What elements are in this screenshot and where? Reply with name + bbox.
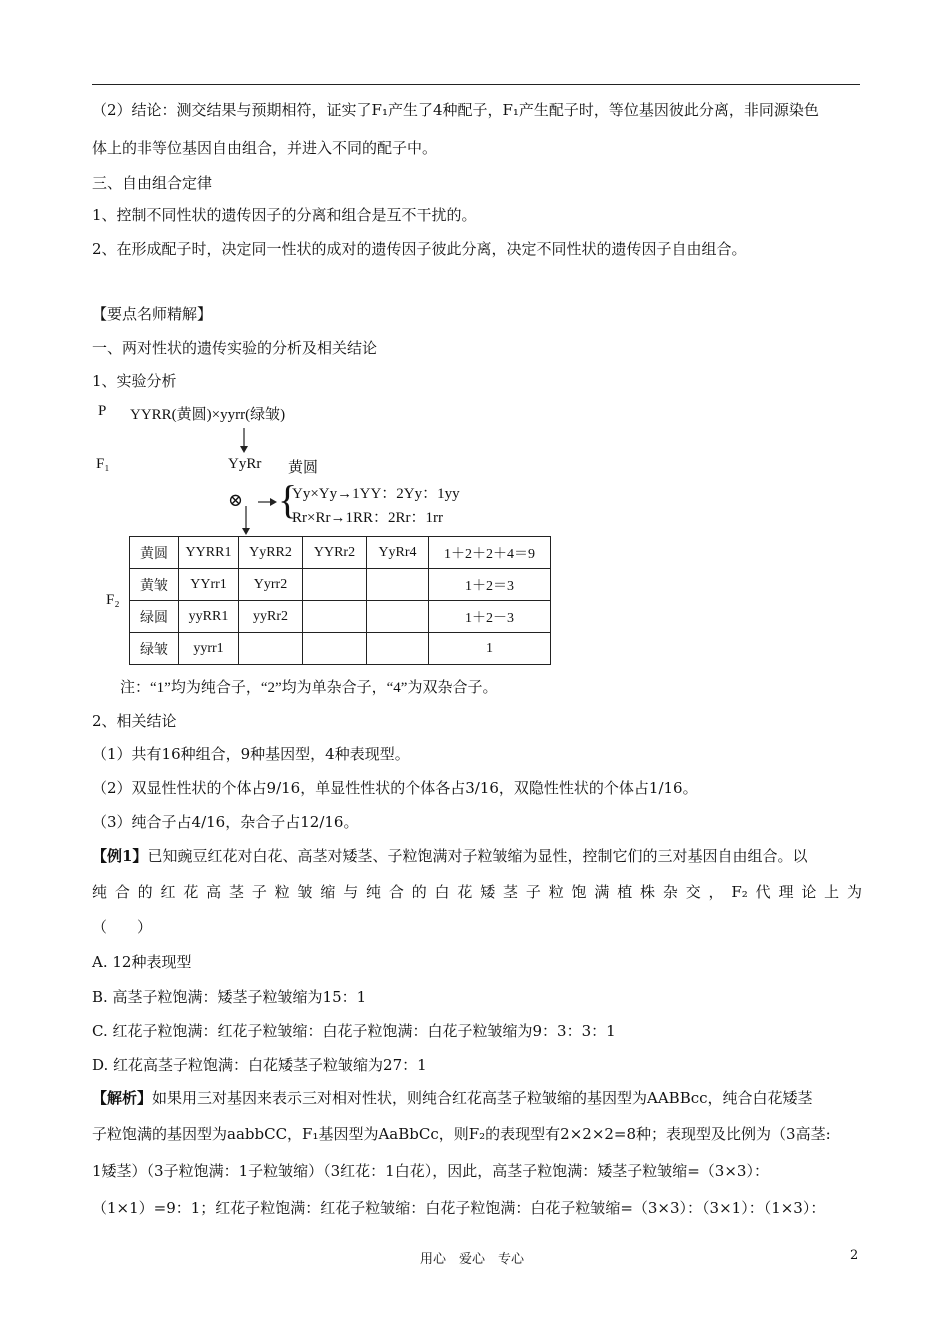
table-cell xyxy=(367,633,429,665)
option-c: C. 红花子粒饱满：红花子粒皱缩：白花子粒饱满：白花子粒皱缩为9：3：3：1 xyxy=(92,1022,616,1040)
table-row xyxy=(130,633,551,665)
table-cell: yyrr1 xyxy=(179,633,239,665)
f2-genotype-table xyxy=(129,536,551,665)
table-note: 注：“1”均为纯合子，“2”均为单杂合子，“4”为双杂合子。 xyxy=(120,680,498,696)
table-row xyxy=(130,569,551,601)
table-cell: Yyrr2 xyxy=(239,569,303,601)
analysis-line-4: （1×1）=9：1；红花子粒饱满：红花子粒皱缩：白花子粒饱满：白花子粒皱缩=（3×3）：（3×1）：（1×3）： xyxy=(92,1199,826,1217)
table-cell xyxy=(367,601,429,633)
table-cell: YyRr4 xyxy=(367,537,429,569)
example-question-line-1 xyxy=(92,846,862,866)
example-question-text: 已知豌豆红花对白花、高茎对矮茎、子粒饱满对子粒皱缩为显性，控制它们的三对基因自由组合。以 xyxy=(147,847,808,865)
f2-label: F₂ xyxy=(106,592,120,608)
cross-y: Yy×Yy→1YY：2Yy：1yy xyxy=(292,486,460,502)
conclusion-item-1: （1）共有16种组合，9种基因型，4种表现型。 xyxy=(92,745,410,763)
table-cell xyxy=(367,569,429,601)
table-cell: yyRR1 xyxy=(179,601,239,633)
subsection-analysis: 1、实验分析 xyxy=(92,372,177,390)
table-cell xyxy=(303,601,367,633)
section-heading-1: 一、两对性状的遗传实验的分析及相关结论 xyxy=(92,339,378,357)
conclusion-item-2: （2）双显性性状的个体占9/16，单显性性状的个体各占3/16，双隐性性状的个体占1/16。 xyxy=(92,779,698,797)
option-a: A. 12种表现型 xyxy=(92,953,192,971)
cross-r: Rr×Rr→1RR：2Rr：1rr xyxy=(292,510,443,526)
table-cell: 1＋2＋2＋4＝9 xyxy=(429,537,551,569)
table-cell xyxy=(239,633,303,665)
table-cell: 1 xyxy=(429,633,551,665)
table-row xyxy=(130,601,551,633)
p-cross: YYRR(黄圆)×yyrr(绿皱) xyxy=(130,407,286,423)
table-cell: 绿圆 xyxy=(130,601,179,633)
header-rule xyxy=(92,84,860,85)
self-cross-symbol: ⊗ xyxy=(228,490,244,510)
example-answer-blank: （ ） xyxy=(92,918,153,936)
conclusions-heading: 2、相关结论 xyxy=(92,712,177,730)
rule-item-2: 2、在形成配子时，决定同一性状的成对的遗传因子彼此分离，决定不同性状的遗传因子自由组合。 xyxy=(92,240,747,258)
f1-label: F₁ xyxy=(96,456,110,472)
example-tag: 【例1】 xyxy=(92,847,148,865)
table-cell: YyRR2 xyxy=(239,537,303,569)
analysis-line-2: 子粒饱满的基因型为aabbCC，F₁基因型为AaBbCc，则F₂的表现型有2×2×2=8种；表现型及比例为（3高茎: xyxy=(92,1125,831,1143)
analysis-text: 如果用三对基因来表示三对相对性状，则纯合红花高茎子粒皱缩的基因型为AABBcc，纯合白花矮茎 xyxy=(152,1089,813,1107)
analysis-tag: 【解析】 xyxy=(92,1089,153,1107)
conclusion-line-2: 体上的非等位基因自由组合，并进入不同的配子中。 xyxy=(92,139,438,157)
table-cell: YYRR1 xyxy=(179,537,239,569)
example-question-line-2: 纯合的红花高茎子粒皱缩与纯合的白花矮茎子粒饱满植株杂交，F₂代理论上为 xyxy=(92,883,862,901)
analysis-line-3: 1矮茎）（3子粒饱满：1子粒皱缩）（3红花：1白花），因此，高茎子粒饱满：矮茎子粒皱缩=（3×3）： xyxy=(92,1162,769,1180)
table-cell: yyRr2 xyxy=(239,601,303,633)
table-cell: YYRr2 xyxy=(303,537,367,569)
conclusion-line-1: （2）结论：测交结果与预期相符，证实了F₁产生了4种配子，F₁产生配子时，等位基因彼此分离，非同源染色 xyxy=(92,101,819,119)
analysis-line-1 xyxy=(92,1088,862,1108)
p-label: P xyxy=(98,403,107,419)
footer-motto: 用心 爱心 专心 xyxy=(420,1252,525,1267)
f1-phenotype: 黄圆 xyxy=(288,460,319,476)
option-d: D. 红花高茎子粒饱满：白花矮茎子粒皱缩为27：1 xyxy=(92,1056,427,1074)
table-cell: 黄皱 xyxy=(130,569,179,601)
table-cell: 1＋2－3 xyxy=(429,601,551,633)
option-b: B. 高茎子粒饱满：矮茎子粒皱缩为15：1 xyxy=(92,988,367,1006)
section-heading-3: 三、自由组合定律 xyxy=(92,174,213,192)
f1-genotype: YyRr xyxy=(228,456,262,472)
table-row xyxy=(130,537,551,569)
rule-item-1: 1、控制不同性状的遗传因子的分离和组合是互不干扰的。 xyxy=(92,206,477,224)
table-cell: 绿皱 xyxy=(130,633,179,665)
right-arrow xyxy=(258,497,278,507)
table-cell xyxy=(303,633,367,665)
table-cell xyxy=(303,569,367,601)
conclusion-item-3: （3）纯合子占4/16，杂合子占12/16。 xyxy=(92,813,359,831)
down-arrow-2 xyxy=(240,506,252,536)
table-cell: 1＋2＝3 xyxy=(429,569,551,601)
brace-icon: { xyxy=(278,477,298,522)
page-number: 2 xyxy=(850,1248,859,1263)
explain-heading: 【要点名师精解】 xyxy=(92,305,213,323)
table-cell: YYrr1 xyxy=(179,569,239,601)
down-arrow-1 xyxy=(238,428,250,454)
table-cell: 黄圆 xyxy=(130,537,179,569)
